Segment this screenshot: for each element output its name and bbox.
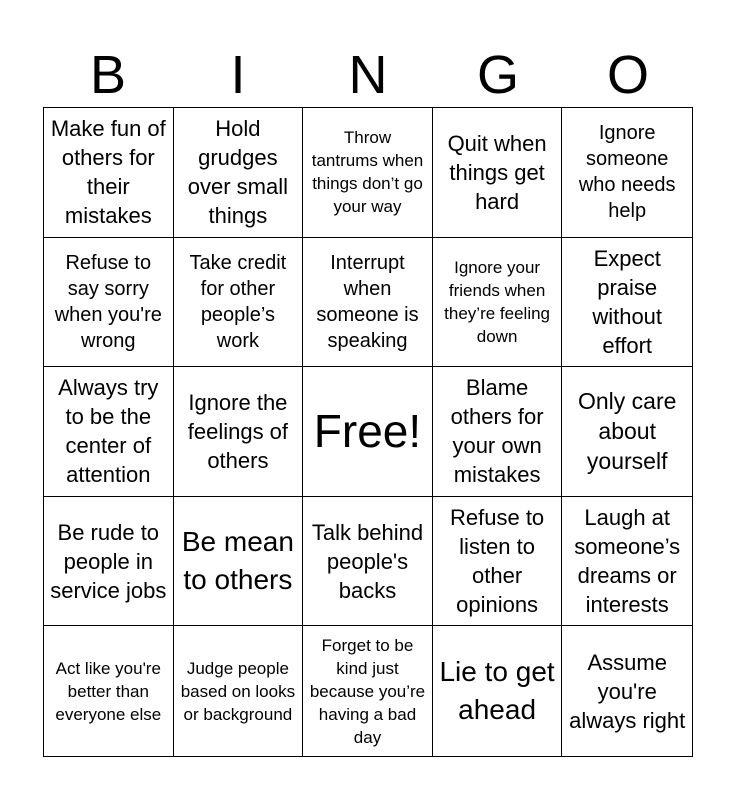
cell-text: Interrupt when someone is speaking [316, 251, 419, 352]
cell-text: Expect praise without effort [592, 245, 663, 358]
cell-text: Make fun of others for their mistakes [50, 116, 166, 229]
cell-text: Refuse to listen to other opinions [450, 505, 545, 618]
header-letter-i: I [230, 45, 246, 105]
bingo-cell[interactable] [433, 497, 563, 627]
bingo-cell[interactable] [174, 497, 304, 627]
bingo-cell[interactable] [303, 238, 433, 368]
bingo-cell[interactable] [174, 626, 304, 756]
header-letter-o: O [606, 45, 649, 105]
bingo-cell[interactable] [44, 497, 174, 627]
bingo-cell[interactable] [433, 626, 563, 756]
bingo-cell[interactable] [44, 626, 174, 756]
cell-text: Hold grudges over small things [187, 116, 289, 229]
bingo-cell[interactable] [174, 108, 304, 238]
cell-text: Be mean to others [181, 526, 294, 596]
header-letter-g: G [476, 45, 519, 105]
header-letter-b: B [89, 45, 127, 105]
cell-text: Be rude to people in service jobs [50, 519, 167, 603]
cell-text: Lie to get ahead [439, 656, 555, 726]
cell-text: Ignore your friends when they’re feeling down [444, 257, 551, 346]
bingo-cell[interactable] [433, 367, 563, 497]
bingo-header [43, 44, 693, 106]
bingo-cell[interactable] [562, 497, 692, 627]
bingo-cell[interactable] [433, 238, 563, 368]
cell-text: Act like you're better than everyone else [55, 658, 162, 724]
bingo-board [43, 107, 693, 757]
bingo-cell[interactable] [562, 238, 692, 368]
cell-text: Only care about yourself [577, 388, 677, 475]
bingo-cell[interactable] [174, 238, 304, 368]
bingo-cell-free[interactable] [303, 367, 433, 497]
cell-text: Always try to be the center of attention [58, 375, 159, 488]
cell-text: Talk behind people's backs [311, 519, 424, 603]
cell-text: Forget to be kind just because you’re having a bad day [309, 635, 426, 747]
cell-text: Quit when things get hard [447, 130, 547, 214]
cell-text: Assume you're always right [569, 649, 686, 733]
bingo-cell[interactable] [562, 367, 692, 497]
bingo-cell[interactable] [303, 108, 433, 238]
cell-text: Take credit for other people’s work [189, 251, 287, 352]
cell-text: Ignore someone who needs help [578, 122, 676, 223]
cell-text: Laugh at someone’s dreams or interests [574, 505, 681, 618]
bingo-cell[interactable] [433, 108, 563, 238]
bingo-cell[interactable] [303, 626, 433, 756]
bingo-cell[interactable] [562, 626, 692, 756]
free-space-text: Free! [313, 405, 422, 458]
bingo-cell[interactable] [44, 367, 174, 497]
cell-text: Blame others for your own mistakes [450, 375, 544, 488]
bingo-cell[interactable] [303, 497, 433, 627]
bingo-cell[interactable] [562, 108, 692, 238]
header-letter-n: N [348, 45, 388, 105]
bingo-cell[interactable] [44, 108, 174, 238]
cell-text: Refuse to say sorry when you're wrong [54, 251, 162, 352]
cell-text: Judge people based on looks or background [180, 658, 296, 724]
cell-text: Ignore the feelings of others [187, 389, 289, 473]
bingo-cell[interactable] [174, 367, 304, 497]
cell-text: Throw tantrums when things don’t go your way [311, 128, 424, 217]
bingo-cell[interactable] [44, 238, 174, 368]
